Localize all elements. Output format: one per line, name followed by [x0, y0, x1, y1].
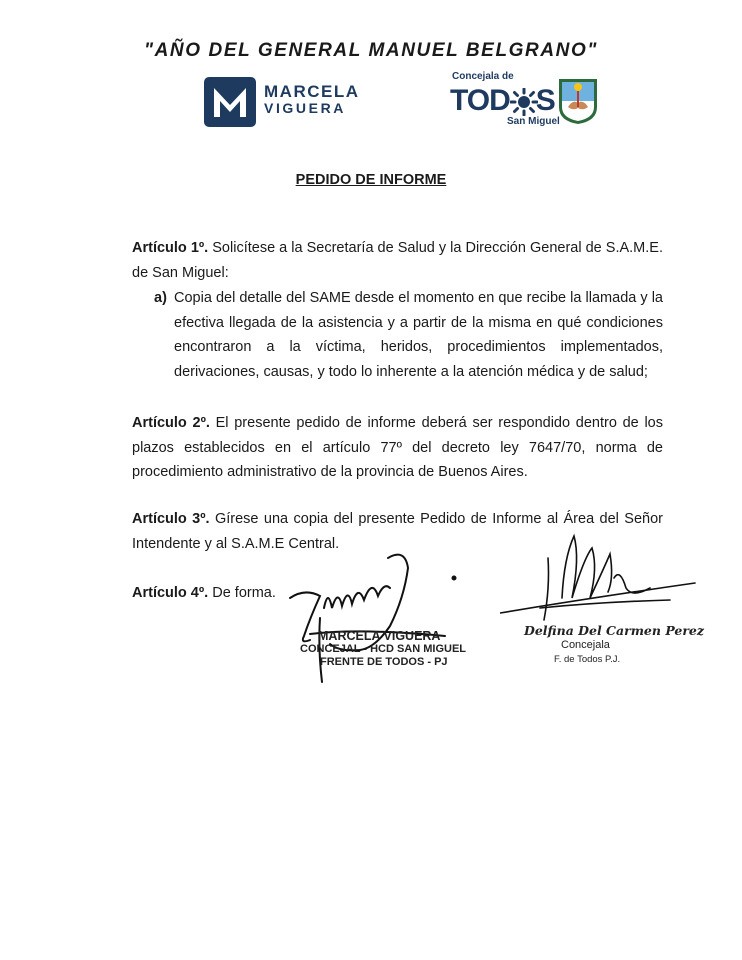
- todos-caption-bottom: San Miguel: [507, 116, 560, 127]
- article-1-label: Artículo 1º.: [132, 240, 209, 256]
- marcela-viguera-logo-icon: [204, 77, 256, 127]
- todos-caption-top: Concejala de: [452, 71, 514, 82]
- todos-wordmark: [450, 84, 555, 118]
- signature-1-block: [300, 630, 466, 669]
- sun-icon: [510, 88, 538, 116]
- peronist-shield-icon: [557, 77, 599, 125]
- article-1-text: Solicítese a la Secretaría de Salud y la Dirección General de S.A.M.E. de San Miguel:: [132, 240, 663, 281]
- year-title: "AÑO DEL GENERAL MANUEL BELGRANO": [143, 40, 598, 61]
- signature-2-name: Delfina Del Carmen Perez: [524, 623, 704, 638]
- item-a-text: Copia del detalle del SAME desde el momento en que recibe la llamada y la efectiva llegada de la asistencia y a partir de la misma en qué condiciones encontraron a la víctima, heridos, procedimientos implementados, derivaciones, causas, y todo lo inherente a la atención médica y de salud;: [174, 290, 663, 380]
- signature-2-scribble-icon: [500, 528, 700, 628]
- article-2-label: Artículo 2º.: [132, 415, 210, 431]
- article-1-item-a: [154, 286, 663, 384]
- article-1: [132, 236, 663, 285]
- signature-1-name: MARCELA VIGUERA: [318, 629, 441, 643]
- signature-1-role: CONCEJAL - HCD SAN MIGUEL: [300, 643, 467, 655]
- brand-name-line2: VIGUERA: [264, 100, 346, 116]
- article-4-label: Artículo 4º.: [132, 585, 209, 601]
- todos-wordmark-right: S: [535, 84, 555, 117]
- article-3-text: Gírese una copia del presente Pedido de Informe al Área del Señor Intendente y al S.A.M.E Central.: [132, 511, 663, 552]
- item-a-marker: a): [154, 290, 167, 306]
- article-2-text: El presente pedido de informe deberá ser respondido dentro de los plazos establecidos en el artículo 77º del decreto ley 7647/70, norma de procedimiento administrativo de la provincia de Buenos Aires.: [132, 415, 663, 480]
- document-title: PEDIDO DE INFORME: [295, 172, 447, 188]
- brand-name-line1: MARCELA: [264, 82, 360, 101]
- article-4-text: De forma.: [212, 585, 276, 601]
- signature-2-role: Concejala: [561, 639, 610, 651]
- brand-name: [264, 83, 360, 117]
- signature-2-party: F. de Todos P.J.: [554, 654, 621, 665]
- signature-1-party: FRENTE DE TODOS - PJ: [320, 656, 448, 668]
- todos-wordmark-left: TOD: [450, 84, 510, 117]
- article-3-label: Artículo 3º.: [132, 511, 210, 527]
- article-2: [132, 411, 663, 485]
